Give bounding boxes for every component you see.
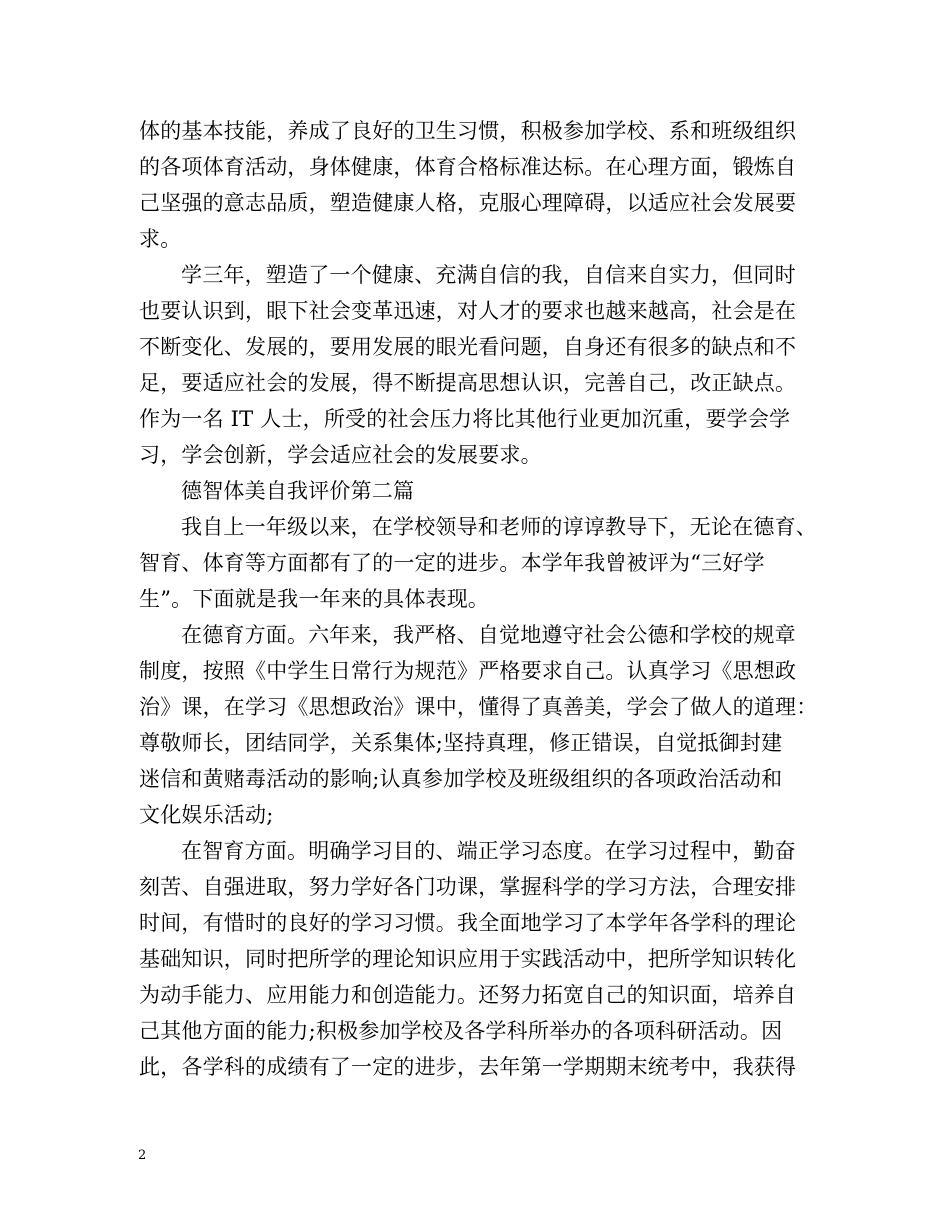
text-line: 作为一名 IT 人士，所受的社会压力将比其他行业更加沉重，要学会学 [139, 407, 791, 431]
text-line: 求。 [139, 227, 182, 251]
text-line: 刻苦、自强进取，努力学好各门功课，掌握科学的学习方法，合理安排 [139, 875, 797, 899]
document-body [139, 113, 829, 1085]
text-line: 生”。下面就是我一年来的具体表现。 [139, 587, 490, 611]
text-line: 习，学会创新，学会适应社会的发展要求。 [139, 443, 542, 467]
paragraph-first-line: 我自上一年级以来，在学校领导和老师的谆谆教导下，无论在德育、 [181, 515, 817, 539]
text-line: 治》课，在学习《思想政治》课中，懂得了真善美，学会了做人的道理： [139, 695, 818, 719]
text-line: 己其他方面的能力;积极参加学校及各学科所举办的各项科研活动。因 [139, 1019, 783, 1043]
text-line: 智育、体育等方面都有了的一定的进步。本学年我曾被评为“三好学 [139, 551, 765, 575]
text-line: 尊敬师长，团结同学，关系集体;坚持真理，修正错误，自觉抵御封建 [139, 731, 783, 755]
text-line: 迷信和黄赌毒活动的影响;认真参加学校及班级组织的各项政治活动和 [139, 767, 783, 791]
text-line: 足，要适应社会的发展，得不断提高思想认识，完善自己，改正缺点。 [139, 371, 797, 395]
text-line: 文化娱乐活动; [139, 803, 274, 827]
paragraph-first-line: 在德育方面。六年来，我严格、自觉地遵守社会公德和学校的规章 [181, 623, 796, 647]
text-line: 体的基本技能，养成了良好的卫生习惯，积极参加学校、系和班级组织 [139, 119, 797, 143]
text-line: 基础知识，同时把所学的理论知识应用于实践活动中，把所学知识转化 [139, 947, 797, 971]
text-line: 制度，按照《中学生日常行为规范》严格要求自己。认真学习《思想政 [139, 659, 797, 683]
text-line: 不断变化、发展的，要用发展的眼光看问题，自身还有很多的缺点和不 [139, 335, 797, 359]
text-line: 此，各学科的成绩有了一定的进步，去年第一学期期末统考中，我获得 [139, 1055, 797, 1079]
paragraph-first-line: 在智育方面。明确学习目的、端正学习态度。在学习过程中，勤奋 [181, 839, 796, 863]
text-line: 的各项体育活动，身体健康，体育合格标准达标。在心理方面，锻炼自 [139, 155, 797, 179]
text-line: 时间，有惜时的良好的学习习惯。我全面地学习了本学年各学科的理论 [139, 911, 797, 935]
text-line: 己坚强的意志品质，塑造健康人格，克服心理障碍，以适应社会发展要 [139, 191, 797, 215]
section-heading: 德智体美自我评价第二篇 [181, 479, 415, 503]
paragraph-first-line: 学三年，塑造了一个健康、充满自信的我，自信来自实力，但同时 [181, 263, 796, 287]
text-line: 为动手能力、应用能力和创造能力。还努力拓宽自己的知识面，培养自 [139, 983, 797, 1007]
page-number: 2 [138, 1148, 147, 1163]
text-line: 也要认识到，眼下社会变革迅速，对人才的要求也越来越高，社会是在 [139, 299, 797, 323]
